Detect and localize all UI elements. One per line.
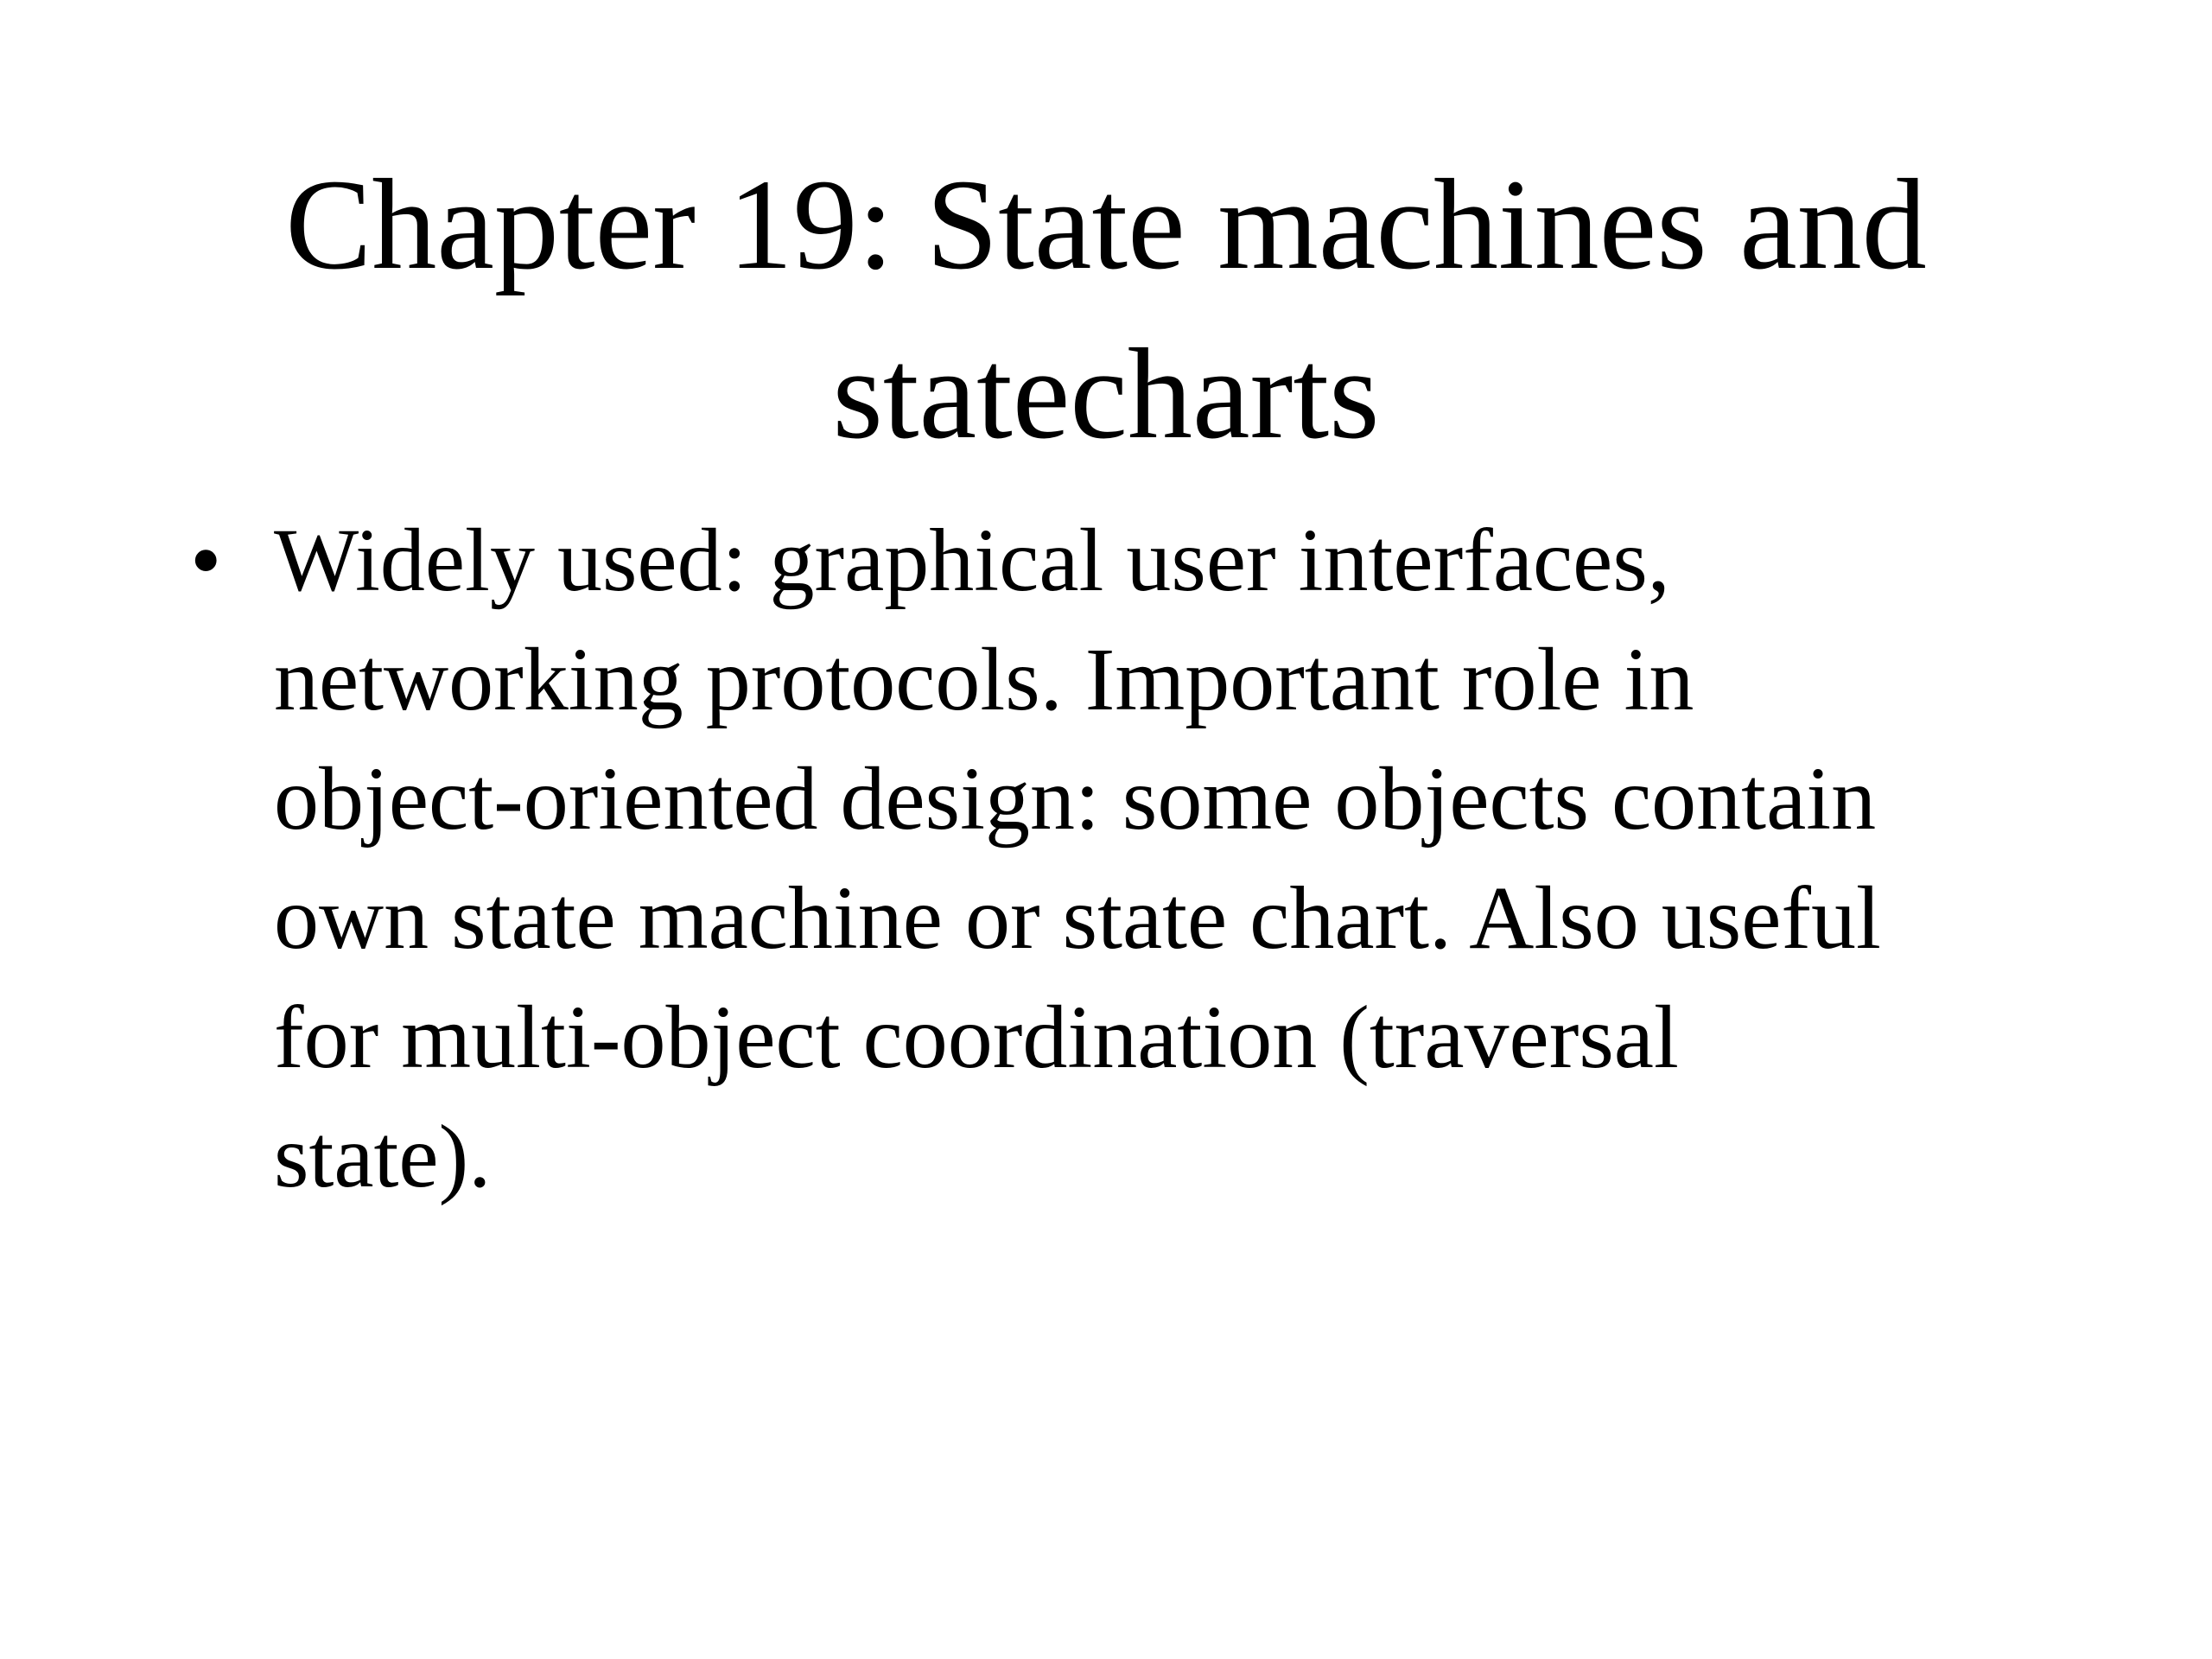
bullet-text-line-1: Widely used: graphical user interfaces,	[274, 511, 1670, 610]
bullet-text-line-4: own state machine or state chart. Also useful	[274, 868, 1881, 968]
bullet-text-line-2: networking protocols. Important role in	[274, 630, 1694, 729]
bullet-marker: •	[190, 511, 222, 610]
slide-title-line-2: statecharts	[832, 322, 1380, 466]
bullet-text-line-6: state).	[274, 1107, 492, 1206]
bullet-text-line-5: for multi-object coordination (traversal	[274, 988, 1679, 1087]
bullet-text-line-3: object-oriented design: some objects contain	[274, 749, 1877, 849]
slide-title	[0, 140, 2212, 479]
slide-title-line-1: Chapter 19: State machines and	[285, 153, 1927, 296]
